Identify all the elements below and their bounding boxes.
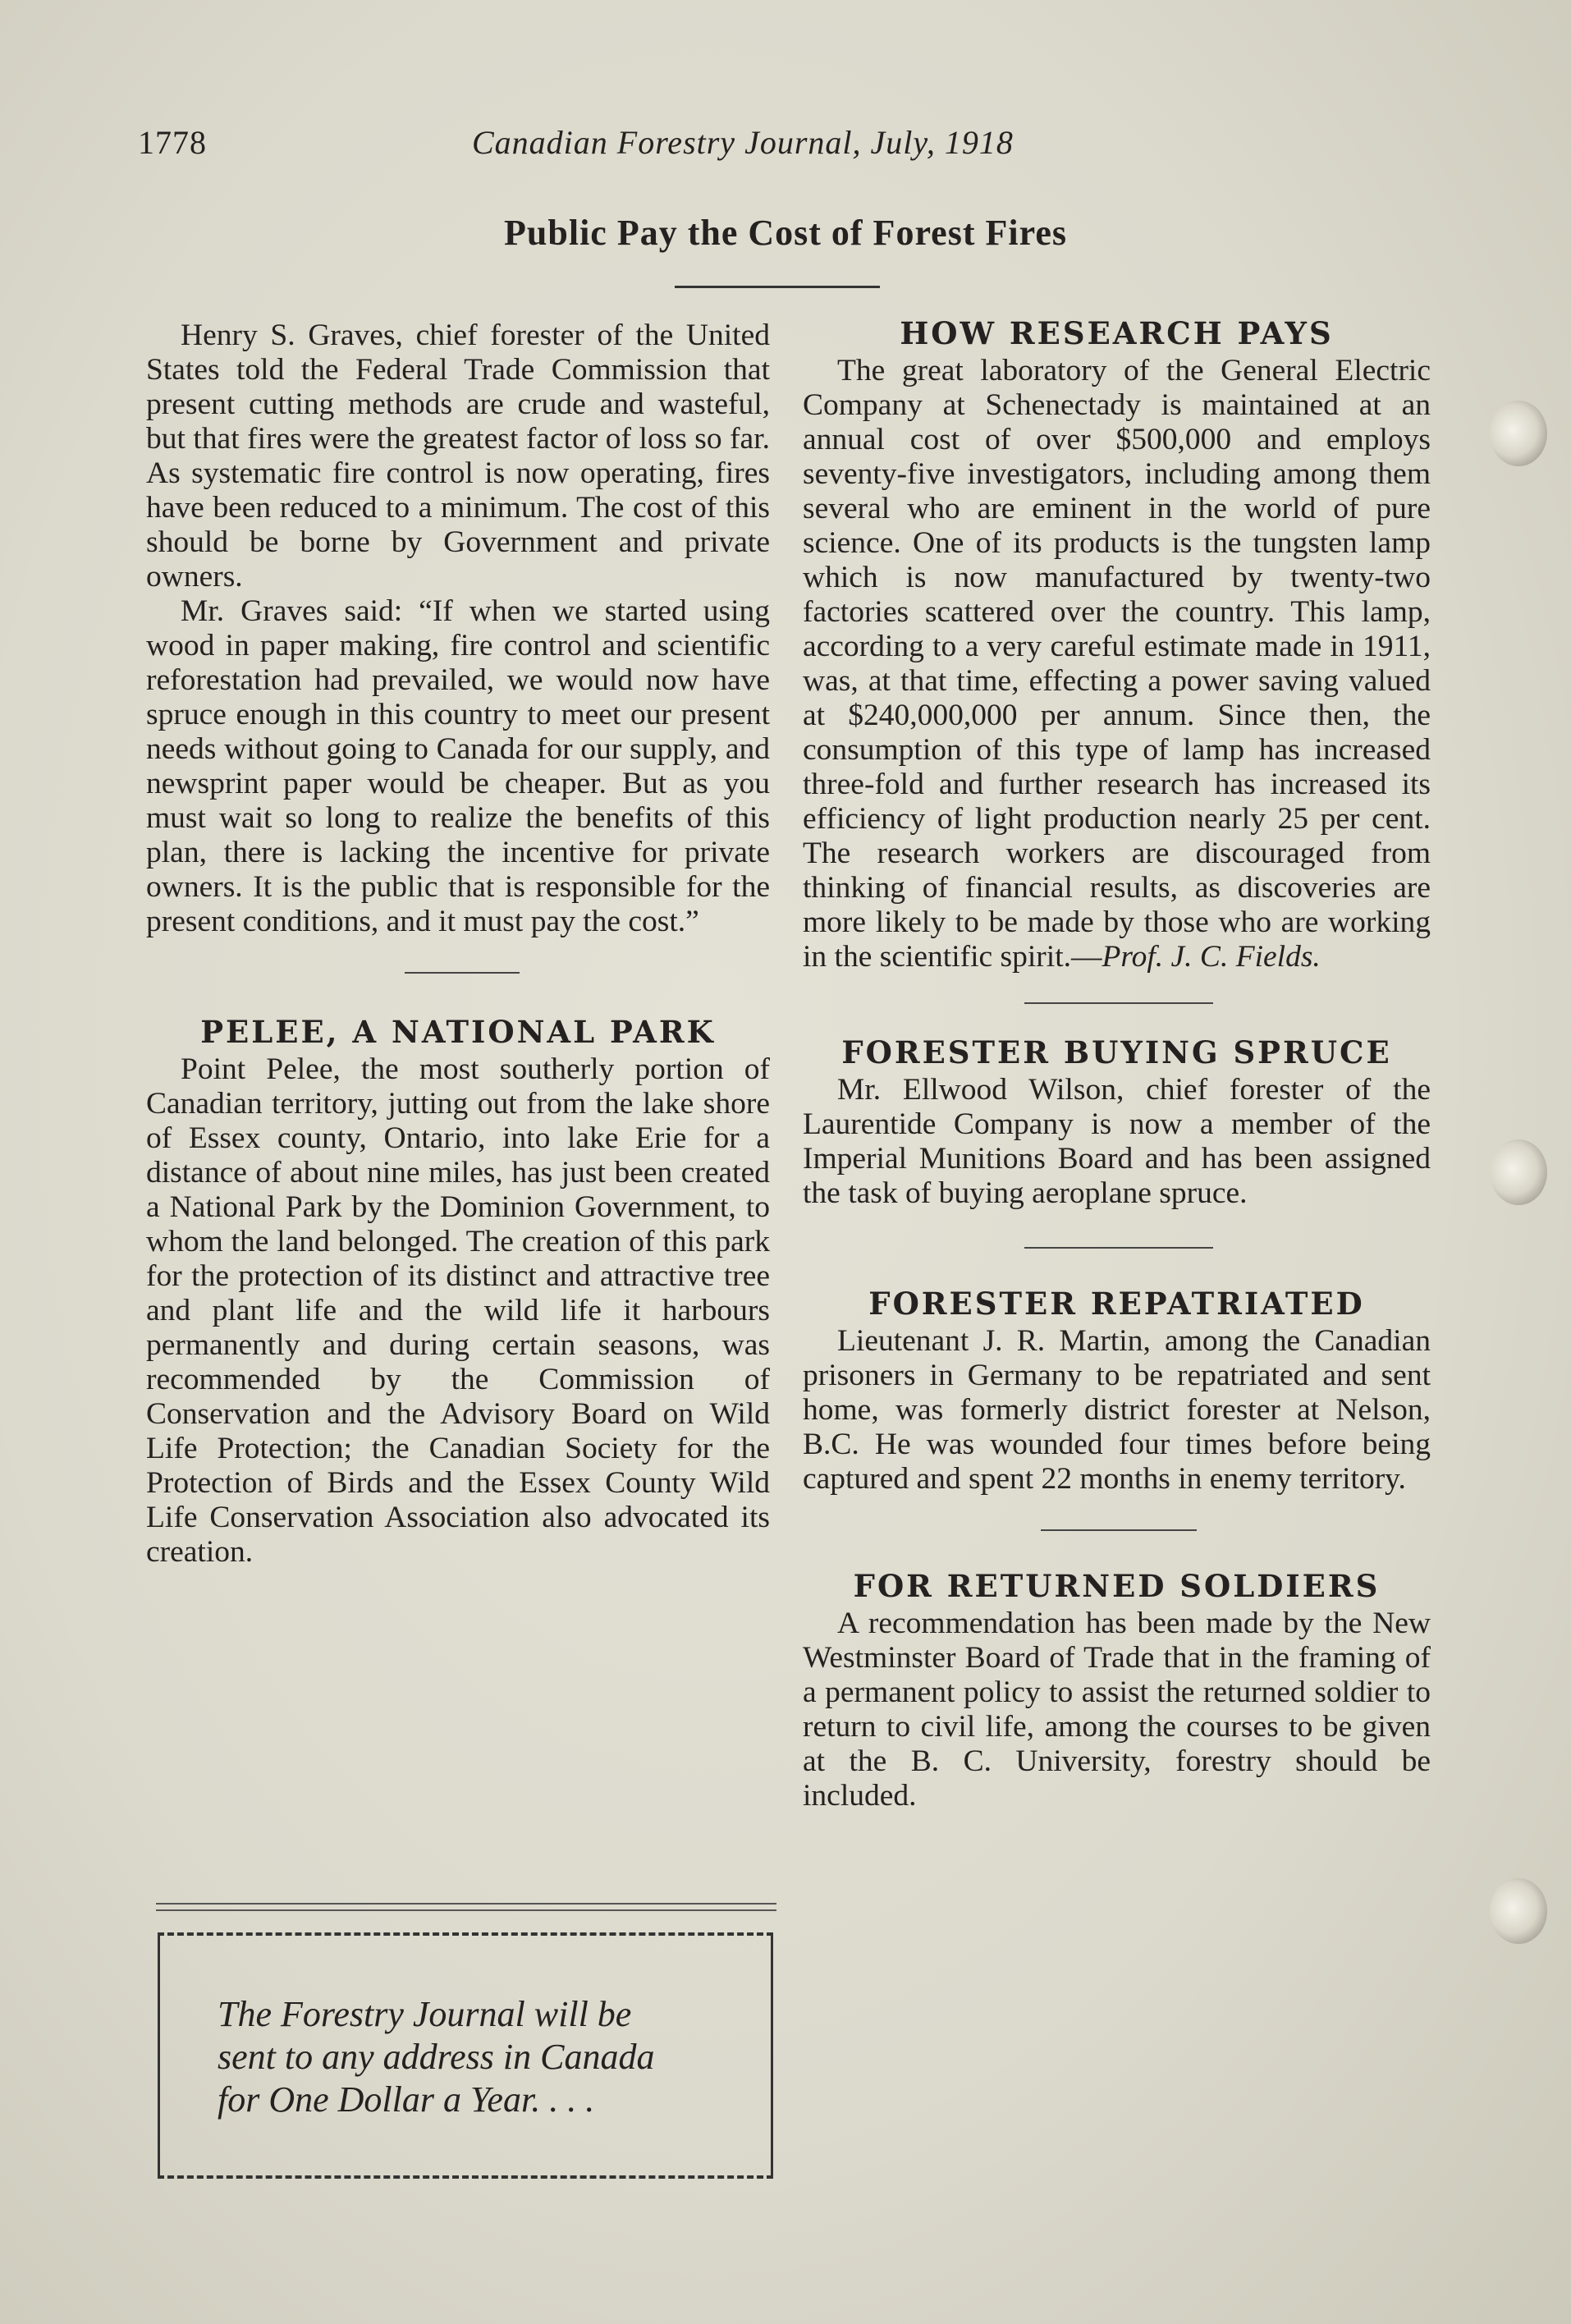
soldiers-paragraph: A recommendation has been made by the New Westminster Board of Trade that in the framing of a permanent policy to assist the returned soldier to return to civil life, among the courses to be given at the B. C. University, forestry should be included. — [803, 1607, 1431, 1813]
research-attribution: Prof. J. C. Fields. — [1102, 940, 1321, 974]
journal-title: Canadian Forestry Journal, July, 1918 — [472, 124, 1014, 161]
section-rule — [1041, 1529, 1197, 1531]
subscription-line-3: for One Dollar a Year. . . . — [218, 2079, 595, 2120]
section-rule — [405, 972, 520, 974]
repatriated-heading: FORESTER REPATRIATED — [868, 1286, 1365, 1322]
subscription-text — [218, 1993, 743, 2121]
repatriated-paragraph: Lieutenant J. R. Martin, among the Canadian prisoners in Germany to be repatriated and sent home, was formerly district forester at Nelson, B.C. He was wounded four times before being captured and spent 22 months in enemy territory. — [803, 1324, 1431, 1496]
section-rule — [1024, 1002, 1213, 1004]
soldiers-heading: FOR RETURNED SOLDIERS — [853, 1568, 1381, 1604]
article-title: Public Pay the Cost of Forest Fires — [504, 213, 1067, 253]
spruce-paragraph: Mr. Ellwood Wilson, chief forester of the Laurentide Company is now a member of the Imperial Munitions Board and has been assigned the task of buying aeroplane spruce. — [803, 1073, 1431, 1210]
subscription-box — [158, 1932, 773, 2179]
graves-paragraph-2: Mr. Graves said: “If when we started using wood in paper making, fire control and scientific reforestation had prevailed, we would now have spruce enough in this country to meet our present needs without going to Canada for our supply, and newsprint paper would be cheaper. But as you must wait so long to realize the benefits of this plan, there is lacking the incentive for private owners. It is the public that is responsible for the present conditions, and it must pay the cost.” — [146, 594, 770, 938]
right-column — [803, 316, 1431, 1813]
page-number: 1778 — [138, 124, 207, 161]
research-body: The great laboratory of the General Electric Company at Schenectady is maintained at an annual cost of over $500,000 and employs seventy-five investigators, including among them several who are eminent in the world of pure science. One of its products is the tungsten lamp which is now manufactured by twenty-two factories scattered over the country. This lamp, according to a very careful estimate made in 1911, was, at that time, effecting a power saving valued at $240,000,000 per annum. Since then, the consumption of this type of lamp has increased three-fold and further research has increased its efficiency of light production nearly 25 per cent. The research workers are discouraged from thinking of financial results, as discoveries are more likely to be made by those who are working in the scientific spirit.— — [803, 354, 1431, 974]
research-heading: HOW RESEARCH PAYS — [900, 315, 1334, 351]
binding-hole — [1490, 401, 1547, 466]
subscription-line-1: The Forestry Journal will be — [218, 1994, 632, 2034]
binding-hole — [1490, 1878, 1547, 1944]
research-paragraph — [803, 354, 1431, 974]
pelee-paragraph: Point Pelee, the most southerly portion of Canadian territory, jutting out from the lake shore of Essex county, Ontario, into lake Erie for a distance of about nine miles, has just been created a National Park by the Dominion Government, to whom the land belonged. The creation of this park for the protection of its distinct and attractive tree and plant life and the wild life it harbours permanently and during certain seasons, was recommended by the Commission of Conservation and the Advisory Board on Wild Life Protection; the Canadian Society for the Protection of Birds and the Essex County Wild Life Conservation Association also advocated its creation. — [146, 1052, 770, 1569]
title-rule — [675, 286, 880, 288]
spruce-heading: FORESTER BUYING SPRUCE — [841, 1034, 1392, 1070]
section-rule — [1024, 1247, 1213, 1249]
subscription-line-2: sent to any address in Canada — [218, 2037, 655, 2077]
double-rule — [156, 1903, 776, 1911]
binding-hole — [1490, 1139, 1547, 1205]
left-column — [146, 319, 770, 1570]
graves-paragraph-1: Henry S. Graves, chief forester of the United States told the Federal Trade Commission that present cutting methods are crude and wasteful, but that fires were the greatest factor of loss so far. As systematic fire control is now operating, fires have been reduced to a minimum. The cost of this should be borne by Government and private owners. — [146, 319, 770, 594]
pelee-heading: PELEE, A NATIONAL PARK — [200, 1014, 716, 1050]
running-head — [0, 123, 1571, 172]
